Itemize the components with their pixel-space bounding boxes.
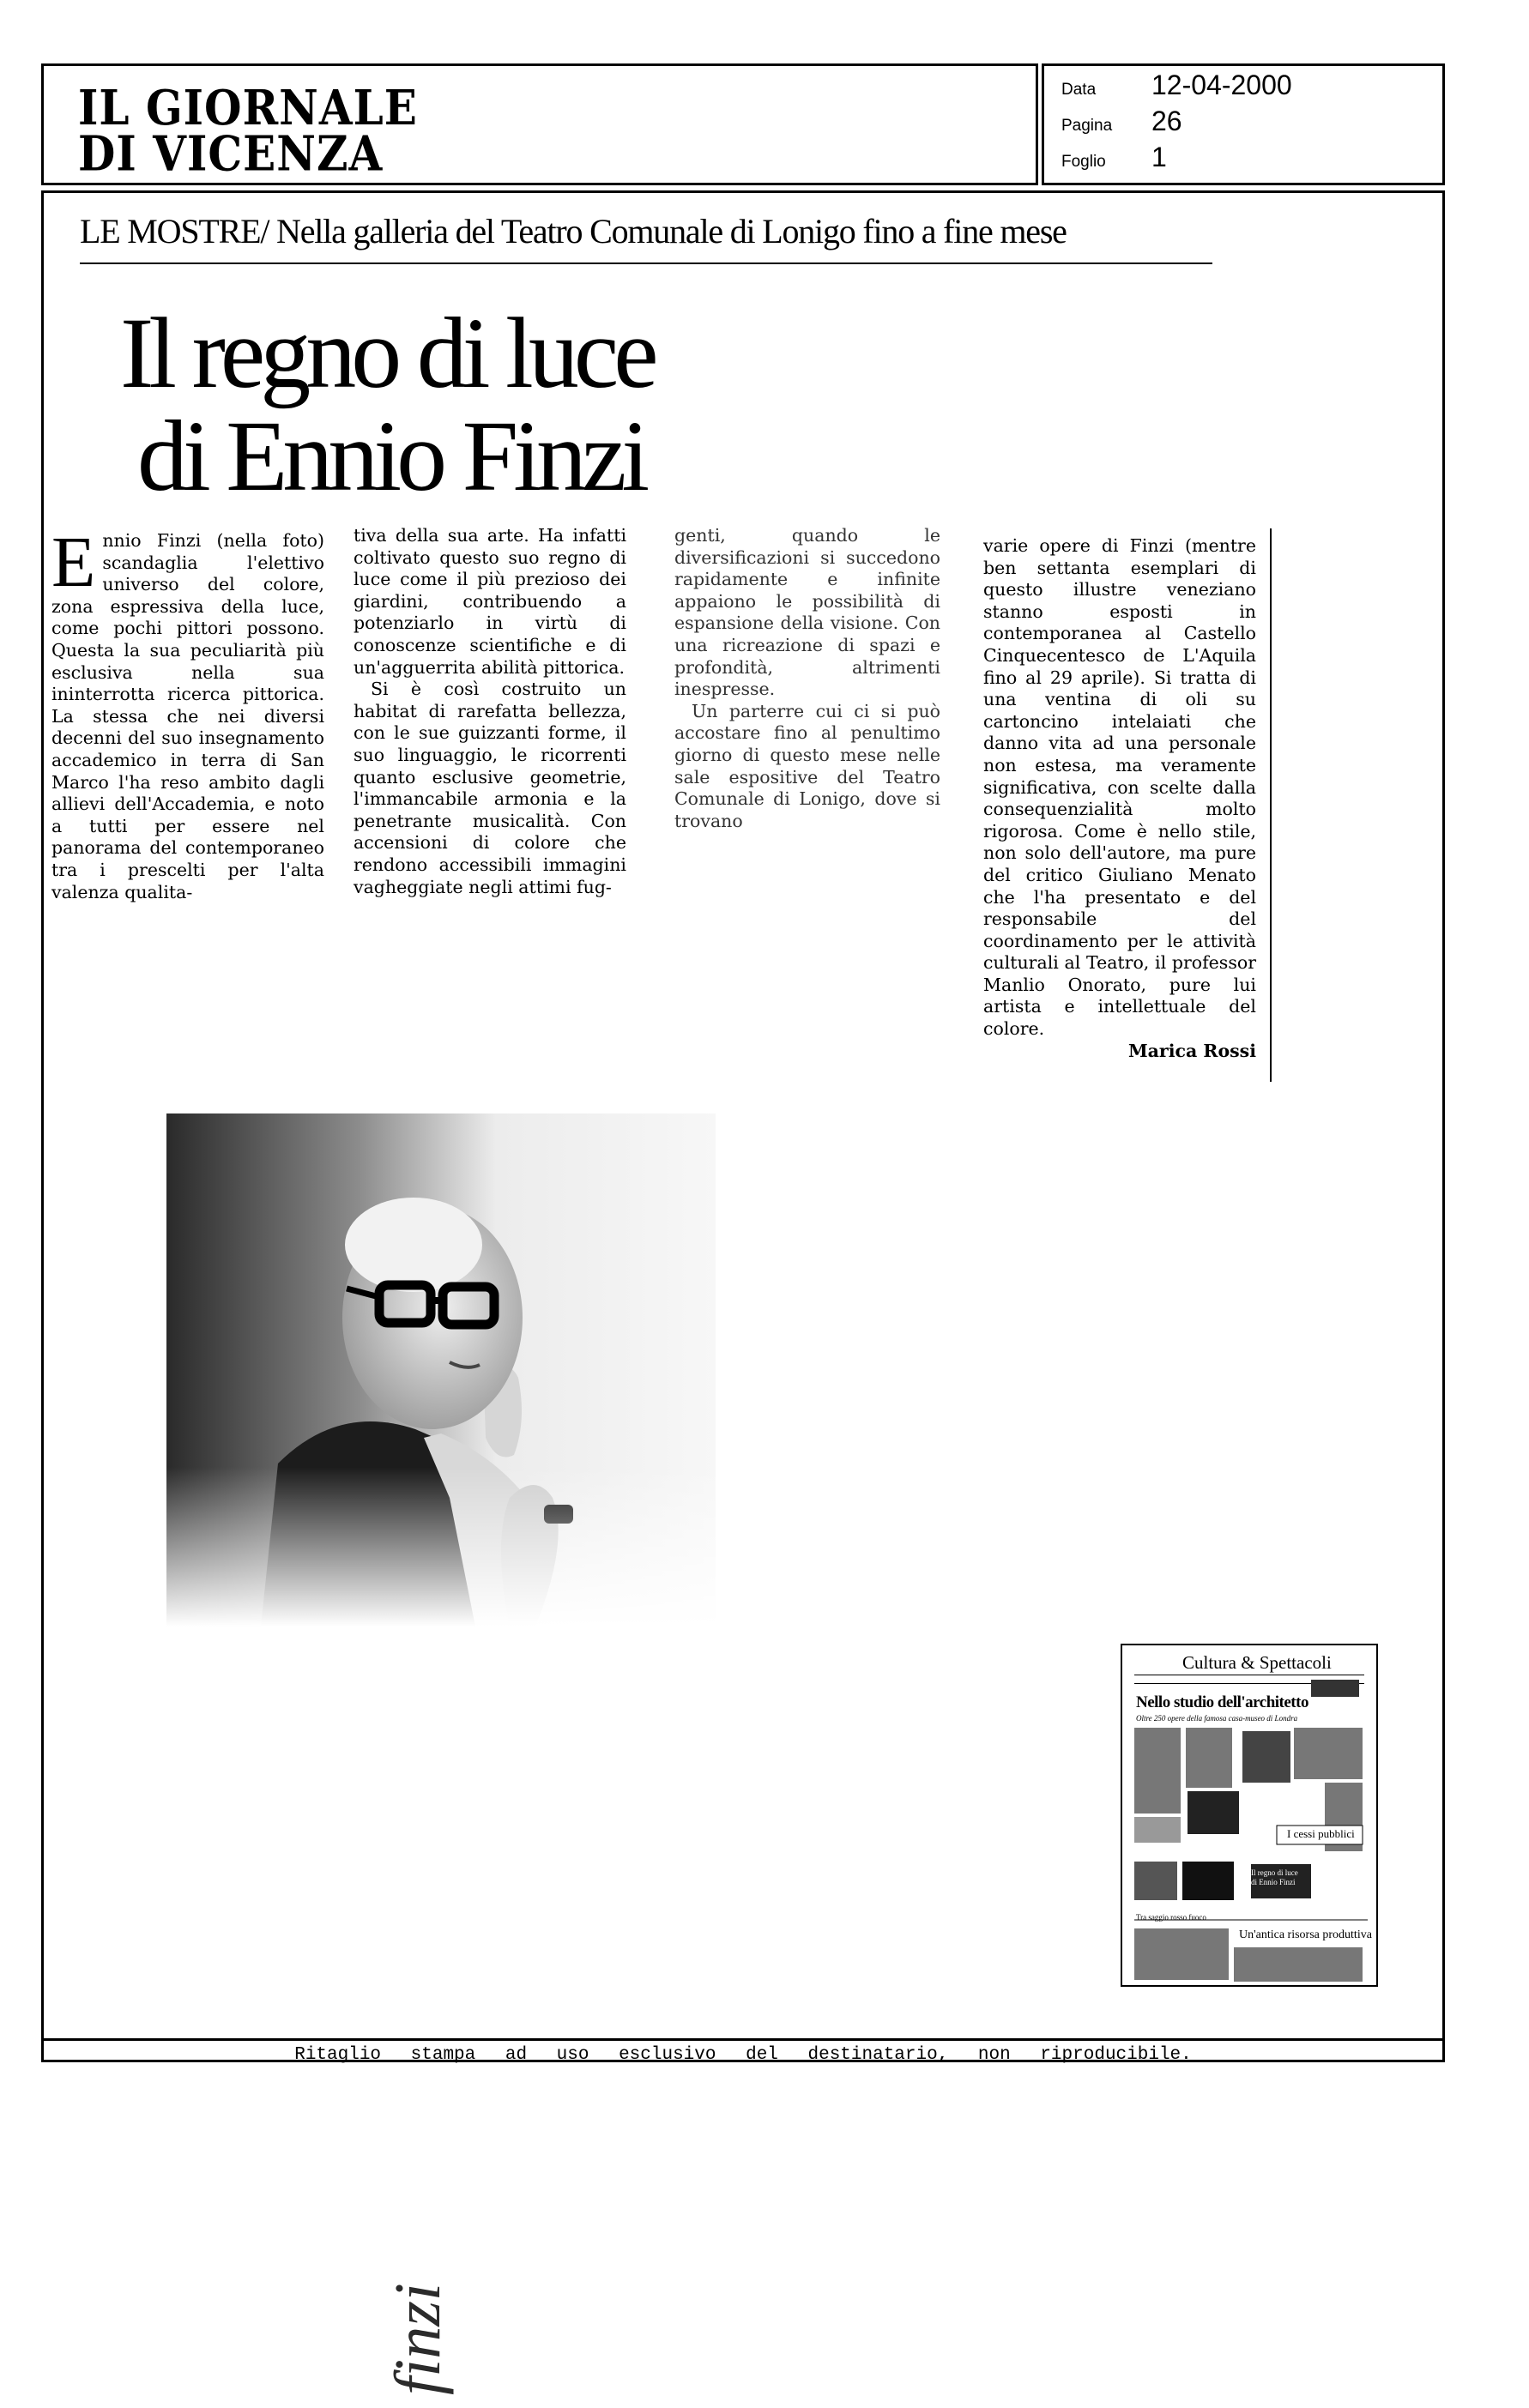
article-column-3 — [674, 525, 940, 832]
masthead-line1: IL GIORNALE — [78, 79, 418, 136]
masthead-box — [41, 63, 1038, 185]
metadata-box — [1042, 63, 1445, 185]
thumbnail-box-2-line2: di Ennio Finzi — [1251, 1878, 1296, 1886]
headline-line1: Il regno di luce — [120, 297, 654, 409]
column-2-paragraph-1: tiva della sua arte. Ha infatti coltivato questo suo regno di luce come il più prezioso dei giardini, contribuendo a potenziarlo in virtù di conoscenze scientifiche e di un'agguerrita abilità pittorica. — [354, 525, 626, 678]
photo-signature — [369, 2206, 472, 2404]
reproduction-notice: Ritaglio stampa ad uso esclusivo del destinatario, non riproducibile. — [294, 2045, 1192, 2065]
headline-line2: di Ennio Finzi — [137, 400, 645, 512]
meta-pagina-value: 26 — [1151, 106, 1182, 136]
photo-caption — [369, 2206, 472, 2408]
meta-pagina-row — [1061, 106, 1182, 140]
column-4-paragraph: varie opere di Finzi (mentre ben settanta esemplari di questo illustre veneziano stanno esposti in contemporanea al Castello Cinquecentesco de L'Aquila fino al 29 aprile). Si tratta di una ventina di oli su cartoncino intelaiati che danno vita ad una personale non estesa, ma veramente significativa, con scelte dalla consequenzialità molto rigorosa. Come è nello stile, non solo dell'autore, ma pure del critico Giuliano Menato che l'ha presentato e del responsabile del coordinamento per le attività culturali al Teatro, il professor Manlio Onorato, pure lui artista e intellettuale del colore. — [983, 535, 1256, 1040]
thumbnail-section: Cultura & Spettacoli — [1182, 1652, 1332, 1673]
meta-data-row — [1061, 69, 1292, 104]
article-headline — [120, 297, 654, 512]
thumbnail-box-3: Un'antica risorsa produttiva — [1239, 1928, 1372, 1941]
page-thumbnail — [1121, 1644, 1378, 1987]
thumbnail-headline: Nello studio dell'architetto — [1136, 1693, 1308, 1711]
footer-rule — [41, 2038, 1445, 2041]
article-column-1 — [51, 522, 324, 903]
artist-photo-image — [166, 1095, 716, 1626]
article-kicker: LE MOSTRE/ Nella galleria del Teatro Comunale di Lonigo fino a fine mese — [80, 212, 1067, 250]
article-column-4 — [983, 535, 1256, 1062]
thumbnail-subline: Oltre 250 opere della famosa casa-museo di Londra — [1136, 1714, 1298, 1723]
meta-foglio-value: 1 — [1151, 142, 1167, 172]
column-2-paragraph-2: Si è così costruito un habitat di rarefatta bellezza, con le sue guizzanti forme, il suo linguaggio, le ricorrenti quanto esclusive geometrie, l'immancabile armonia e la penetrante musicalità. Con accensioni di colore che rendono accessibili immagini vagheggiate negli attimi fug- — [354, 679, 626, 897]
column-1-paragraph: nnio Finzi (nella foto) scandaglia l'elettivo universo del colore, zona espressiva della luce, come pochi pittori possono. Questa la sua peculiarità più esclusiva nella sua ininterrotta ricerca pittorica. La stessa che nei diversi decenni del suo insegnamento accademico in terra di San Marco l'ha reso ambito dagli allievi dell'Accademia, e noto a tutti per essere nel panorama del contemporaneo tra i prescelti per l'alta valenza qualita- — [51, 530, 324, 902]
newspaper-logo — [78, 79, 418, 183]
photo-caption-text: finzi — [382, 2283, 454, 2395]
meta-foglio-label: Foglio — [1061, 153, 1106, 171]
artist-photo — [166, 1095, 716, 2395]
column-3-paragraph-2: Un parterre cui ci si può accostare fino al penultimo giorno di questo mese nelle sale espositive del Teatro Comunale di Lonigo, dove si trovano — [674, 700, 940, 831]
meta-data-value: 12-04-2000 — [1151, 69, 1292, 100]
article-byline: Marica Rossi — [1127, 1040, 1256, 1061]
masthead-line2: DI VICENZA — [78, 125, 384, 183]
article-column-2 — [354, 525, 626, 898]
thumbnail-box-4: Tra saggio rosso fuoco — [1136, 1913, 1206, 1922]
meta-foglio-row — [1061, 142, 1167, 176]
thumbnail-box-2 — [1251, 1868, 1298, 1887]
meta-pagina-label: Pagina — [1061, 117, 1113, 135]
thumbnail-box-2-line1: Il regno di luce — [1251, 1868, 1298, 1877]
drop-cap: E — [51, 522, 96, 602]
thumbnail-box-1: I cessi pubblici — [1287, 1827, 1355, 1840]
kicker-rule — [80, 263, 1212, 264]
column-3-paragraph-1: genti, quando le diversificazioni si succedono rapidamente e infinite appaiono le possibilità di espansione della visione. Con una ricreazione di spazi e profondità, altrimenti inespresse. — [674, 525, 940, 700]
column-rule — [1270, 528, 1272, 1082]
meta-data-label: Data — [1061, 81, 1097, 99]
